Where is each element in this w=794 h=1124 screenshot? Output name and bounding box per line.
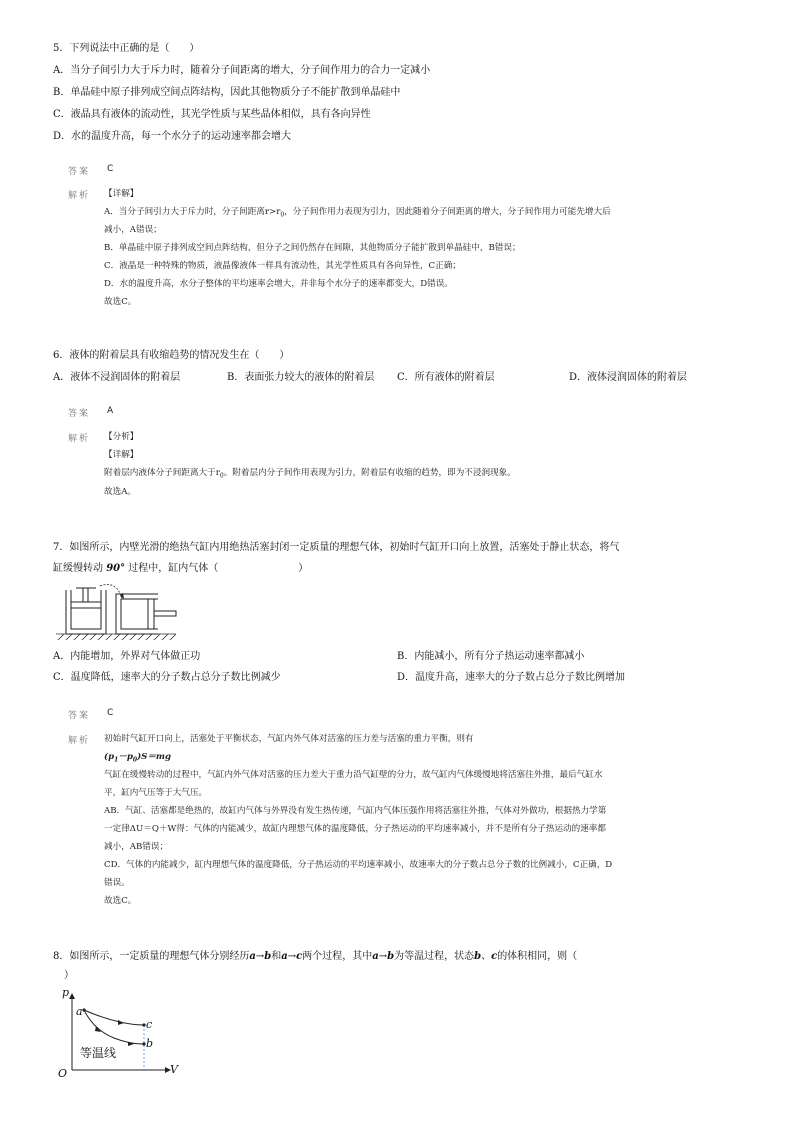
- q7-cylinder-figure: [56, 582, 180, 642]
- q7-stem-text: 过程中，缸内气体（ ）: [128, 563, 309, 574]
- q7-explanation-line: 错误。: [104, 878, 130, 888]
- q6-stem: 6．液体的附着层具有收缩趋势的情况发生在（ ）: [53, 350, 290, 361]
- q7-explanation-line: AB．气缸、活塞都是绝热的，故缸内气体与外界没有发生热传递，气缸内气体压强作用将活塞往外推，气体对外做功，根据热力学第: [104, 806, 607, 816]
- q8-origin-label: O: [58, 1067, 68, 1080]
- q7-angle-math: 90°: [106, 563, 126, 574]
- q8-point-a-label: a: [76, 1005, 83, 1018]
- q7-stem-line-2: [53, 562, 308, 576]
- q5-option-b: B．单晶硅中原子排列成空间点阵结构，因此其他物质分子不能扩散到单晶硅中: [53, 87, 401, 98]
- q7-stem-line-1: 7．如图所示，内壁光滑的绝热气缸内用绝热活塞封闭一定质量的理想气体，初始时气缸开口向上放置，活塞处于静止状态，将气: [53, 542, 620, 553]
- q7-explanation-line: 平，缸内气压等于大气压。: [104, 788, 208, 798]
- q7-option-c: C．温度降低，速率大的分子数占总分子数比例减少: [53, 672, 281, 683]
- q6-explanation-line: 附着层内液体分子间距离大于$r_0$。附着层内分子间作用表现为引力，附着层有收缩的趋势，即为不浸润现象。: [104, 468, 516, 480]
- q7-explanation-line: 气缸在缓慢转动的过程中，气缸内外气体对活塞的压力差大于重力沿气缸壁的分力，故气缸内气体缓慢地将活塞往外推，最后气缸水: [104, 770, 603, 780]
- q5-option-d: D．水的温度升高，每一个水分子的运动速率都会增大: [53, 131, 292, 142]
- q6-answer: A: [107, 406, 114, 416]
- q5-answer-label: 答案: [68, 167, 91, 177]
- q7-option-b: B．内能减小，所有分子热运动速率都减小: [397, 651, 585, 662]
- q6-option-d: D．液体浸润固体的附着层: [569, 372, 688, 383]
- q6-analysis-label: 解析: [68, 434, 91, 444]
- q7-explanation-line: CD．气体的内能减少，缸内理想气体的温度降低，分子热运动的平均速率减小，故速率大的分子数占总分子数的比例减小，C正确，D: [104, 860, 613, 870]
- q5-explanation-line: A．当分子间引力大于斥力时，分子间距离$r>r_0$，分子间作用力表现为引力，因此随着分子间距离的增大，分子间作用力可能先增大后: [104, 207, 611, 219]
- q5-analysis-label: 解析: [68, 191, 91, 201]
- q7-answer-label: 答案: [68, 711, 91, 721]
- q8-pv-diagram: [54, 986, 184, 1080]
- q5-explanation-line: 故选C。: [104, 297, 137, 307]
- q8-axis-v-label: V: [170, 1063, 178, 1076]
- q6-option-b: B．表面张力较大的液体的附着层: [227, 372, 375, 383]
- q6-option-a: A．液体不浸润固体的附着层: [53, 372, 181, 383]
- q7-answer: C: [107, 708, 114, 718]
- q5-option-a: A．当分子间引力大于斥力时，随着分子间距离的增大，分子间作用力的合力一定减小: [53, 65, 431, 76]
- q6-option-c: C．所有液体的附着层: [397, 372, 495, 383]
- q7-explanation-line: 减小，AB错误；: [104, 842, 169, 852]
- q7-explanation-formula: $(p_1-p_0)S=mg$: [104, 752, 172, 764]
- q8-isotherm-label: 等温线: [80, 1046, 117, 1060]
- q5-explanation-line: D．水的温度升高，水分子整体的平均速率会增大，并非每个水分子的速率都变大，D错误。: [104, 279, 453, 289]
- q8-stem-line-1: 8．如图所示，一定质量的理想气体分别经历a→b和a→c两个过程，其中a→b为等温过程，状态b、c的体积相同，则（: [53, 951, 578, 962]
- q5-answer: C: [107, 164, 114, 174]
- q6-answer-label: 答案: [68, 409, 91, 419]
- q5-explanation-line: B．单晶硅中原子排列成空间点阵结构，但分子之间仍然存在间隙，其他物质分子能扩散到单晶硅中，B错误；: [104, 243, 521, 253]
- q8-stem-line-2: ）: [64, 970, 74, 981]
- q6-explanation-line: 【分析】: [104, 432, 139, 442]
- q7-option-a: A．内能增加，外界对气体做正功: [53, 651, 201, 662]
- q7-explanation-line: 初始时气缸开口向上，活塞处于平衡状态，气缸内外气体对活塞的压力差与活塞的重力平衡，则有: [104, 734, 474, 744]
- q7-stem-text: 缸缓慢转动: [53, 563, 103, 574]
- q6-explanation-line: 【详解】: [104, 450, 139, 460]
- q6-explanation-line: 故选A。: [104, 487, 136, 497]
- q8-point-c-label: c: [146, 1018, 153, 1031]
- q5-explanation-line: C．液晶是一种特殊的物质，液晶像液体一样具有流动性，其光学性质具有各向异性，C正确；: [104, 261, 461, 271]
- q7-option-d: D．温度升高，速率大的分子数占总分子数比例增加: [397, 672, 626, 683]
- q7-explanation-line: 故选C。: [104, 896, 137, 906]
- q5-explanation-line: 【详解】: [104, 189, 139, 199]
- q8-point-b-label: b: [146, 1037, 154, 1050]
- q7-analysis-label: 解析: [68, 736, 91, 746]
- q7-explanation-line: 一定律ΔU＝Q＋W得：气体的内能减少，故缸内理想气体的温度降低，分子热运动的平均速率减小，并不是所有分子热运动的速率都: [104, 824, 606, 834]
- q8-axis-p-label: p: [62, 986, 70, 999]
- q5-stem: 5．下列说法中正确的是（ ）: [53, 43, 200, 54]
- q5-option-c: C．液晶具有液体的流动性，其光学性质与某些晶体相似，具有各向异性: [53, 109, 371, 120]
- q5-explanation-line: 减小，A错误；: [104, 225, 162, 235]
